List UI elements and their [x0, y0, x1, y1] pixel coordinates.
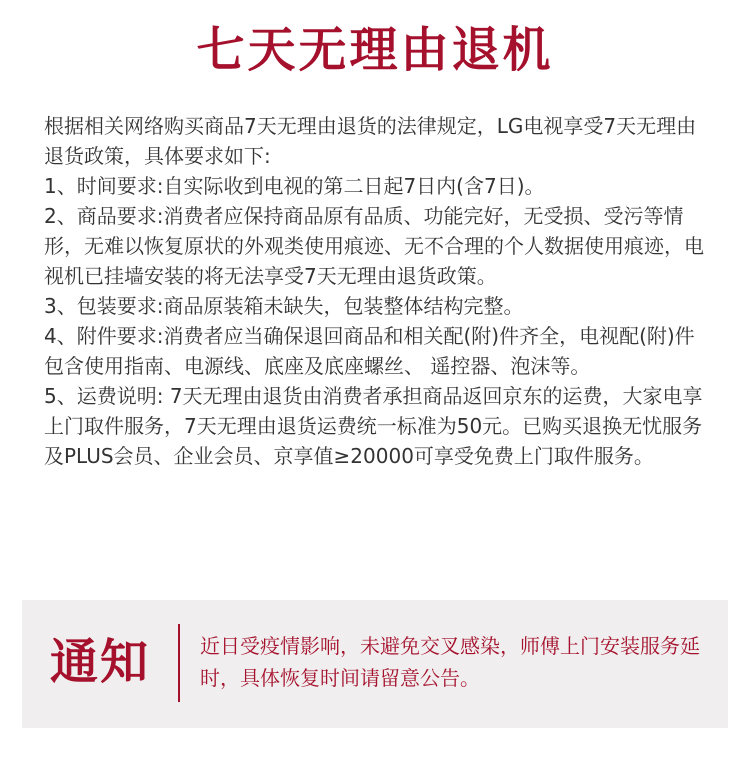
notice-message: 近日受疫情影响，未避免交叉感染，师傅上门安装服务延时，具体恢复时间请留意公告。 — [200, 634, 700, 690]
policy-intro: 根据相关网络购买商品7天无理由退货的法律规定，LG电视享受7天无理由退货政策，具体要求如下: — [44, 114, 697, 168]
notice-box — [22, 600, 728, 728]
notice-divider — [178, 624, 180, 702]
notice-label: 通知 — [50, 634, 151, 690]
notice-text — [200, 630, 710, 694]
page-title: 七天无理由退机 — [196, 22, 554, 78]
policy-item-shipping: 5、运费说明: 7天无理由退货由消费者承担商品返回京东的运费，大家电享上门取件服务，7天无理由退货运费统一标准为50元。已购买退换无忧服务及PLUS会员、企业会员、京享值≥20000可享受免费上门取件服务。 — [44, 384, 703, 468]
policy-item-product: 2、商品要求:消费者应保持商品原有品质、功能完好，无受损、受污等情形，无难以恢复原状的外观类使用痕迹、无不合理的个人数据使用痕迹，电视机已挂墙安装的将无法享受7天无理由退货政策。 — [44, 204, 704, 288]
policy-item-time: 1、时间要求:自实际收到电视的第二日起7日内(含7日)。 — [44, 174, 545, 198]
policy-item-accessories: 4、附件要求:消费者应当确保退回商品和相关配(附)件齐全，电视配(附)件包含使用指南、电源线、底座及底座螺丝、 遥控器、泡沫等。 — [44, 324, 695, 378]
policy-item-packaging: 3、包装要求:商品原装箱未缺失，包装整体结构完整。 — [44, 294, 524, 318]
return-policy-text — [44, 111, 708, 471]
